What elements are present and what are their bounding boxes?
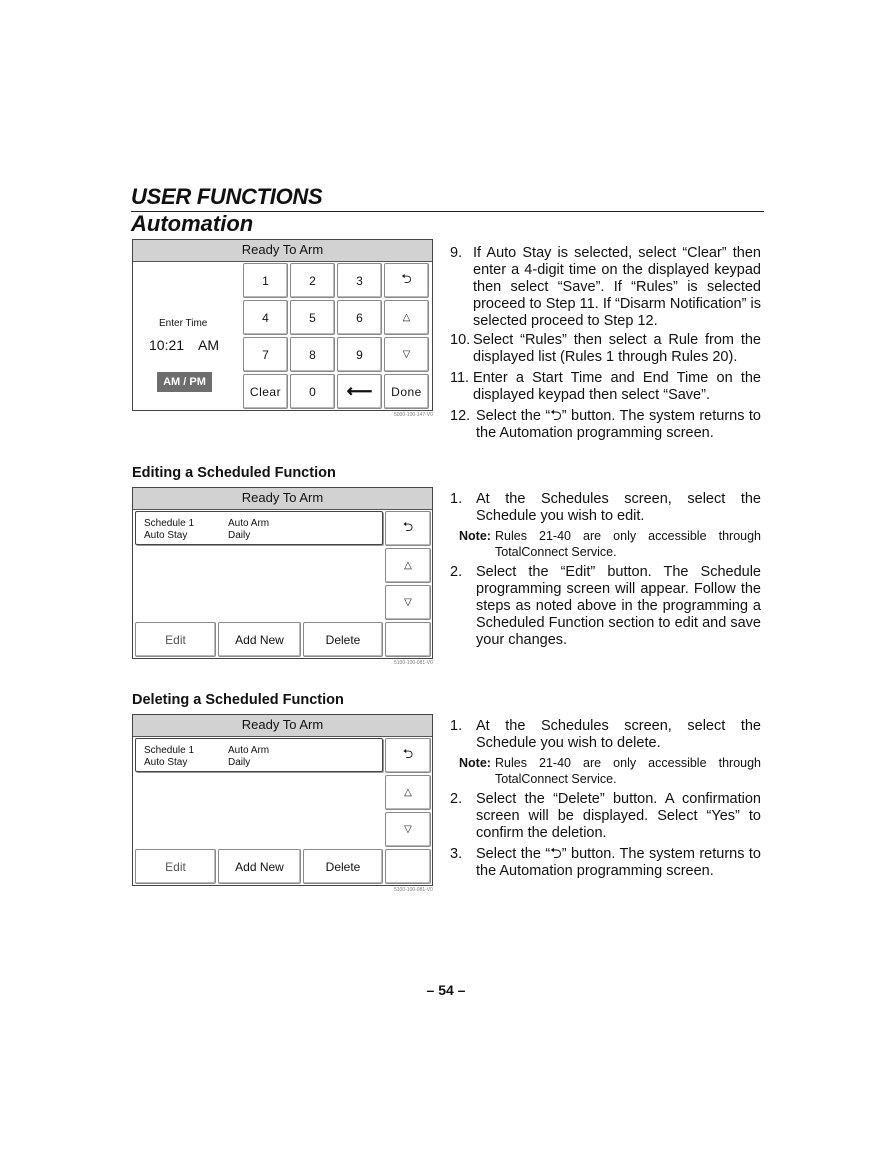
step-text: Select the “Delete” button. A confirmation screen will be displayed. Select “Yes” to confirm the deletion. (476, 791, 761, 841)
screen-status-bar: Ready To Arm (133, 240, 432, 262)
section-title: USER FUNCTIONS (131, 184, 323, 209)
step-number: 11. (450, 370, 470, 386)
step-number: 12. (450, 408, 471, 424)
delete-button[interactable]: Delete (303, 849, 383, 884)
page-number: – 54 – (426, 982, 466, 998)
up-triangle-icon: △ (404, 560, 412, 571)
key-8[interactable]: 8 (290, 337, 335, 372)
key-2[interactable]: 2 (290, 263, 335, 298)
key-7[interactable]: 7 (243, 337, 288, 372)
backspace-button[interactable] (337, 374, 382, 409)
am-pm-button[interactable]: AM / PM (157, 372, 212, 392)
up-triangle-icon: △ (402, 312, 411, 323)
note-label: Note: (459, 756, 491, 770)
step-number: 2. (450, 564, 463, 580)
done-button[interactable]: Done (384, 374, 429, 409)
step-text: Select “Rules” then select a Rule from the displayed list (Rules 1 through Rules 20). (473, 332, 761, 365)
step-text: Enter a Start Time and End Time on the displayed keypad then select “Save”. (473, 370, 761, 403)
back-button[interactable] (385, 738, 431, 773)
up-button[interactable] (384, 300, 429, 335)
scroll-up-button[interactable] (385, 775, 431, 810)
step-text: If Auto Stay is selected, select “Clear” then enter a 4-digit time on the displayed keypad then select “Save”. If “Rules” is selected proceed to Step 11. If “Disarm Notification” is selected proceed to Step 12. (473, 245, 761, 329)
add-new-button[interactable]: Add New (218, 849, 301, 884)
back-arrow-icon: ⮌ (402, 518, 414, 534)
schedule-list-item[interactable] (135, 738, 383, 772)
schedule-action: Auto Arm (228, 745, 270, 756)
schedule-action: Auto Arm (228, 518, 270, 529)
schedules-screen-edit (132, 487, 433, 659)
down-triangle-icon: ▽ (402, 349, 411, 360)
screen-status-bar: Ready To Arm (133, 715, 432, 737)
edit-button[interactable]: Edit (135, 622, 216, 657)
step-number: 2. (450, 791, 463, 807)
step-text: At the Schedules screen, select the Schedule you wish to delete. (476, 718, 761, 751)
schedule-type: Auto Stay (144, 530, 188, 541)
step-text: At the Schedules screen, select the Schedule you wish to edit. (476, 491, 761, 524)
scroll-down-button[interactable] (385, 812, 431, 847)
screen-status-bar: Ready To Arm (133, 488, 432, 510)
schedule-list-item[interactable] (135, 511, 383, 545)
edit-button[interactable]: Edit (135, 849, 216, 884)
up-triangle-icon: △ (404, 787, 412, 798)
schedule-frequency: Daily (228, 530, 251, 541)
schedule-frequency: Daily (228, 757, 251, 768)
back-button[interactable] (385, 511, 431, 546)
step-text: Select the “⮌” button. The system returns to the Automation programming screen. (476, 846, 761, 879)
back-arrow-icon: ⮌ (401, 270, 412, 286)
key-5[interactable]: 5 (290, 300, 335, 335)
step-number: 9. (450, 245, 463, 261)
key-4[interactable]: 4 (243, 300, 288, 335)
schedule-name: Schedule 1 (144, 518, 195, 529)
step-text: Select the “Edit” button. The Schedule programming screen will appear. Follow the steps as noted above in the programming a Scheduled Function section to edit and save your changes. (476, 564, 761, 648)
time-value: 10:21 (149, 337, 185, 353)
key-9[interactable]: 9 (337, 337, 382, 372)
blank-button[interactable] (385, 849, 431, 884)
note-text: Rules 21-40 are only accessible through TotalConnect Service. (495, 756, 761, 786)
key-0[interactable]: 0 (290, 374, 335, 409)
clear-button[interactable]: Clear (243, 374, 288, 409)
figure-code: 5000-100-147-V0 (394, 412, 433, 418)
note-label: Note: (459, 529, 491, 543)
step-number: 10. (450, 332, 471, 348)
scroll-up-button[interactable] (385, 548, 431, 583)
scroll-down-button[interactable] (385, 585, 431, 620)
editing-heading: Editing a Scheduled Function (132, 465, 336, 481)
figure-code: 5100-100-081-V0 (394, 660, 433, 666)
down-triangle-icon: ▽ (404, 824, 412, 835)
backspace-arrow-icon: ⟵ (346, 381, 373, 401)
back-arrow-icon: ⮌ (402, 745, 414, 761)
subsection-title: Automation (131, 211, 254, 236)
key-6[interactable]: 6 (337, 300, 382, 335)
step-number: 1. (450, 718, 463, 734)
delete-button[interactable]: Delete (303, 622, 383, 657)
step-text: Select the “⮌” button. The system returns to the Automation programming screen. (476, 408, 761, 441)
key-3[interactable]: 3 (337, 263, 382, 298)
step-number: 3. (450, 846, 463, 862)
down-button[interactable] (384, 337, 429, 372)
blank-button[interactable] (385, 622, 431, 657)
note-text: Rules 21-40 are only accessible through TotalConnect Service. (495, 529, 761, 559)
step-number: 1. (450, 491, 463, 507)
down-triangle-icon: ▽ (404, 597, 412, 608)
back-button[interactable] (384, 263, 429, 298)
meridiem-value: AM (198, 337, 219, 353)
schedule-type: Auto Stay (144, 757, 188, 768)
deleting-heading: Deleting a Scheduled Function (132, 692, 344, 708)
key-1[interactable]: 1 (243, 263, 288, 298)
enter-time-label: Enter Time (159, 318, 208, 329)
figure-code: 5100-100-081-V0 (394, 887, 433, 893)
add-new-button[interactable]: Add New (218, 622, 301, 657)
schedules-screen-delete (132, 714, 433, 886)
schedule-name: Schedule 1 (144, 745, 195, 756)
time-entry-screen (132, 239, 433, 411)
